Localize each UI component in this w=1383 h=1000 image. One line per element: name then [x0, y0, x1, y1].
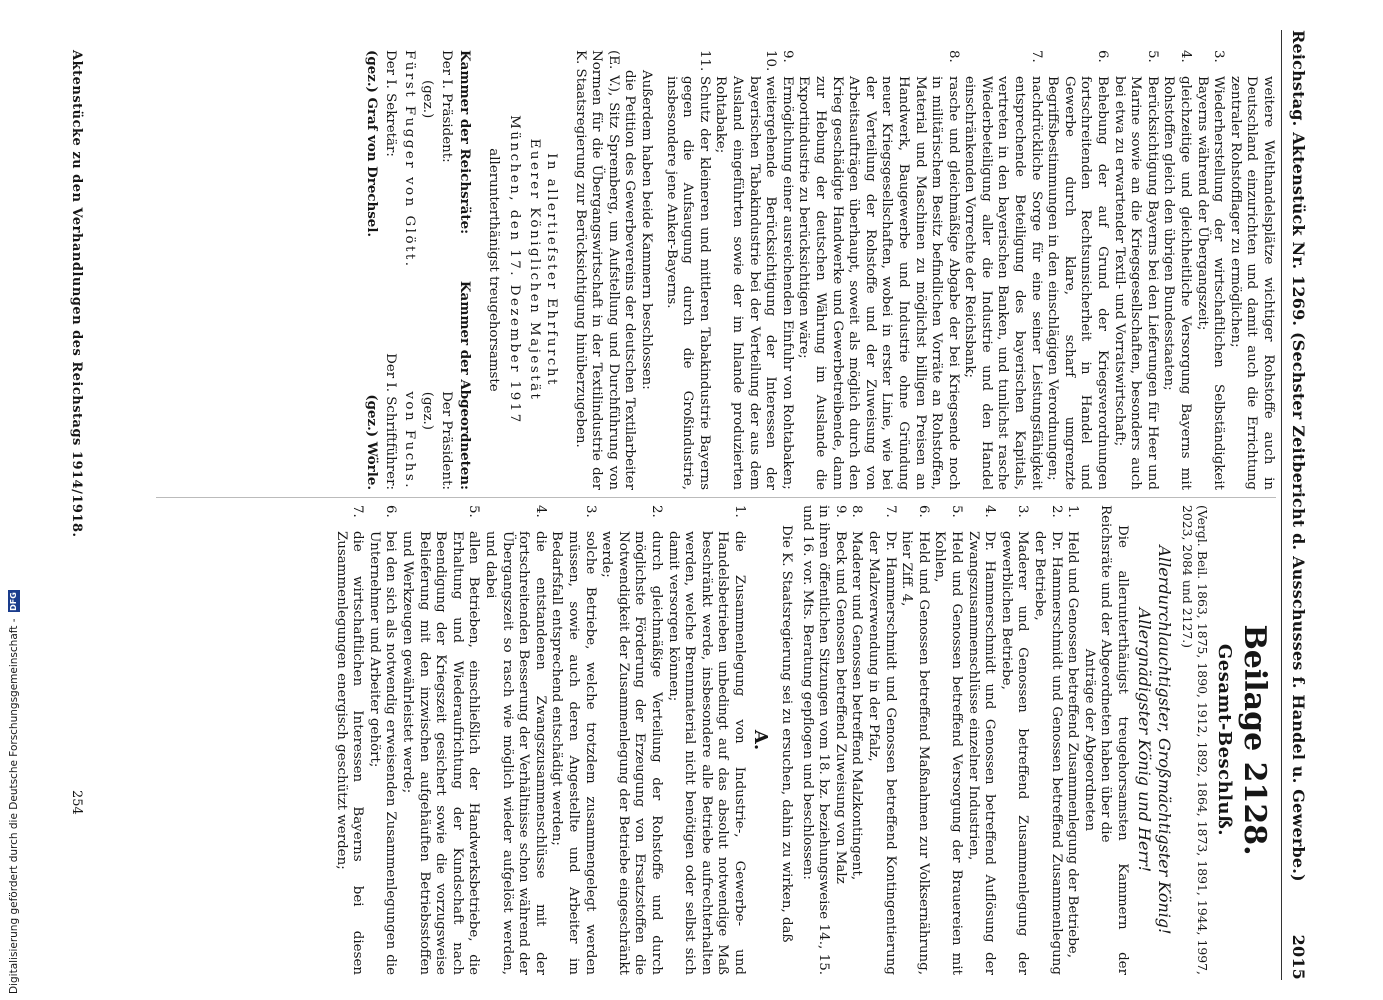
intro-paragraph: Die allerunterthänigst treugehorsamsten Kammern der Reichsräte und der Abgeordneten haben über die — [1098, 505, 1130, 975]
ersuchen-paragraph: Die K. Staatsregierung sei zu ersuchen, dahin zu wirken, daß — [779, 525, 795, 943]
beraten-paragraph: in ihren öffentlichen Sitzungen vom 18. bz. beziehungsweise 14., 15. und 16. vor. Mts. Beratung gepflogen und beschlossen: — [799, 505, 832, 975]
beilage-title: Beilage 2128. — [1237, 624, 1272, 856]
ausserdem-paragraph: Außerdem haben beide Kammern beschlossen: — [639, 70, 655, 390]
digitization-text: Digitalisierung gefördert durch die Deutsche Forschungsgemeinschaft - — [8, 618, 20, 994]
list-item: 10. weitergehende Berücksichtigung der Interessen der bayerischen Tabakindustrie bei der Verteilung der aus dem Ausland eingeführten sowie der im Inlande produzierten Rohtabake; — [713, 50, 779, 490]
signature-header — [456, 50, 473, 490]
column-separator — [156, 497, 1276, 498]
digitization-note — [6, 374, 22, 994]
right-column — [332, 505, 1276, 975]
list-item: 7. Dr. Hammerschmidt und Genossen betreffend Kontingentierung der Malzverwendung in der Pfalz, — [866, 505, 898, 975]
signature-row: (gez.) (gez.) — [420, 80, 436, 430]
section-a-heading: A. — [749, 729, 771, 751]
page-number: 254 — [69, 790, 84, 815]
list-item: 7. die wirtschaftlichen Interessen Bayerns bei diesen Zusammenlegungen energisch geschützt werden; — [333, 505, 366, 975]
list-item: 4. gleichzeitige und gleichheitliche Versorgung Bayerns mit Rohstoffen gleich den übrigen Bundesstaaten; — [1161, 50, 1194, 490]
document-page — [6, 0, 1316, 1000]
running-head-page: 2015 — [1289, 934, 1308, 980]
list-item: 5. Held und Genossen betreffend Versorgung der Brauereien mit Kohlen, — [932, 505, 965, 975]
continued-item-text: weitere Welthandelsplätze wichtiger Rohstoffe auch in Deutschland einzurichten und damit auch die Errichtung zentraler Rohstofflager zu ermöglichen; — [1227, 76, 1276, 490]
signature-row: Fürst Fugger von Glött. von Fuchs. — [401, 50, 417, 490]
running-head-title: Reichstag. Aktenstück Nr. 1269. (Sechster Zeitbericht d. Ausschusses f. Handel u. Gewerbe.) — [1289, 30, 1308, 882]
closing-date: München, den 17. Dezember 1917 — [506, 115, 522, 425]
list-item: 2. Dr. Hammerschmidt und Genossen betreffend Zusammenlegung der Betriebe, — [1032, 505, 1064, 975]
signature-row: (gez.) Graf von Drechsel. (gez.) Wörle. — [363, 50, 380, 490]
section-a-list — [332, 505, 747, 975]
antraege-list — [831, 505, 1080, 975]
antraege-line: Anträge der Abgeordneten — [1081, 648, 1097, 832]
list-item: 4. Dr. Hammerschmidt und Genossen betreffend Auflösung der Zwangszusammenschlüsse einzelner Industrien, — [965, 505, 998, 975]
signature-header-reichsraete: Kammer der Reichsräte: — [456, 50, 473, 235]
list-item: 8. rasche und gleichmäßige Abgabe der bei Kriegsende noch in militärischem Besitz befindlichen Vorräte an Rohstoffen, Material und Maschinen zu möglichst billigen Preisen an Handwerk, Baugewerbe und Industrie ohne Gründung neuer Kriegsgesellschaften, wobei in erster Linie, wie bei der Verteilung der Rohstoffe und der Zuweisung von Arbeitsaufträgen überhaupt, soweit als möglich durch den Krieg geschädigte Handwerke und Gewerbetreibende, dann zur Hebung der deutschen Währung im Auslande die Exportindustrie zu berücksichtigen wäre; — [796, 50, 961, 490]
list-item: 7. nachdrückliche Sorge für eine seiner Leistungsfähigkeit entsprechende Beteiligung des bayerischen Kapitals, vertreten in den bayerischen Banken, und tunlichst rasche Wiederbeteiligung aller die Industrie und den Handel einschränkenden Vorrechte der Reichsbank; — [962, 50, 1044, 490]
list-item: 9. Ermöglichung einer ausreichenden Einfuhr von Rohtabaken; — [779, 50, 795, 490]
list-item: 9. Beck und Genossen betreffend Zuweisung von Malz — [832, 505, 848, 884]
list-item: 3. solche Betriebe, welche trotzdem zusammengelegt werden müssen, sowie auch deren Angestellte und Arbeiter im Bedarfsfall entsprechend entschädigt werden; — [549, 505, 598, 975]
petition-paragraph: die Petition des Gewerbevereins der deutschen Textilarbeiter (E. V.), Sitz Spremberg, um Aufstellung und Durchführung von Normen für die Übergangswirtschaft in der Textilindustrie der K. Staatsregierung zur Berücksichtigung hinüberzugeben. — [572, 50, 638, 490]
closing-treugehorsamste: allerunterthänigst treugehorsamste — [486, 148, 502, 392]
list-item: 2. durch gleichmäßige Verteilung der Rohstoffe und durch möglichste Förderung der Erzeugung von Ersatzstoffen die Notwendigkeit der Zusammenlegung der Betriebe eingeschränkt werde; — [599, 505, 664, 975]
gesamtbeschluss-heading: Gesamt-Beschluß. — [1214, 643, 1235, 837]
signature-row: Der I. Sekretär: Der I. Schriftführer: — [383, 50, 399, 490]
signature-block — [363, 50, 454, 490]
left-column — [363, 50, 1276, 490]
list-item: 5. Berücksichtigung Bayerns bei den Lieferungen für Heer und Marine sowie an die Kriegsgesellschaften, besonders auch bei etwa zu erwartender Textil- und Vorratswirtschaft; — [1111, 50, 1160, 490]
closing-majestaet: Euerer Königlichen Majestät — [527, 138, 543, 402]
list-item: 1. Held und Genossen betreffend Zusammenlegung der Betriebe, — [1065, 505, 1081, 958]
list-item: 6. Held und Genossen betreffend Maßnahmen zur Volksernährung, hier Ziff. 4, — [899, 505, 931, 975]
header-rule — [1281, 30, 1282, 980]
list-item: 8. Maderer und Genossen betreffend Malzkontingent, — [849, 505, 865, 881]
salutation-herr: Allergnädigster König und Herr! — [1135, 607, 1154, 873]
page-footer: Aktenstücke zu den Verhandlungen des Reichstags 1914/1918. — [69, 50, 84, 538]
list-item: 6. bei den sich als notwendig erweisenden Zusammenlegungen die Unternehmer und Arbeiter gehört; — [366, 505, 399, 975]
list-item: 6. Behebung der auf Grund der Kriegsverordnungen fortschreitenden Rechtsunsicherheit in Handel und Gewerbe durch klare, scharf umgrenzte Begriffsbestimmungen in den einschlägigen Verordnungen; — [1045, 50, 1111, 490]
signature-header-abgeordnete: Kammer der Abgeordneten: — [456, 280, 473, 490]
dfg-logo: DFG — [9, 592, 18, 611]
list-item: 3. Wiederherstellung der wirtschaftlichen Selbständigkeit Bayerns während der Übergangszeit; — [1194, 50, 1227, 490]
salutation-koenig: Allerdurchlauchtigster, Großmächtigster König! — [1155, 545, 1174, 935]
closing-ehrfurcht: In allertiefster Ehrfurcht — [544, 153, 560, 387]
left-list — [662, 50, 1226, 490]
reference-note: (Vergl. Beil. 1863, 1875, 1890, 1912, 1892, 1864, 1873, 1891, 1944, 1997, 2023, 2084 und 2127.) — [1180, 505, 1210, 975]
list-item: 1. die Zusammenlegung von Industrie-, Gewerbe- und Handelsbetrieben unbedingt auf das absolut notwendige Maß beschränkt werde, insbesondere alle Betriebe aufrechterhalten werden, welche Brennmaterial nicht benötigen oder selbst sich damit versorgen können; — [665, 505, 747, 975]
list-item: 5. allen Betrieben, einschließlich der Handwerksbetriebe, die Erhaltung und Wiederaufrichtung der Kundschaft nach Beendigung der Kriegszeit gesichert sowie die vorzugsweise Belieferung mit den inzwischen aufgehäuften Betriebsstoffen und Werkzeugen gewährleistet werde; — [400, 505, 482, 975]
list-item: 3. Maderer und Genossen betreffend Zusammenlegung der gewerblichen Betriebe, — [998, 505, 1031, 975]
signature-row: Der I. Präsident: Der Präsident: — [439, 50, 455, 490]
list-item: 4. die entstandenen Zwangszusammenschlüsse mit der fortschreitenden Besserung der Verhältnisse schon während der Übergangszeit so rasch wie möglich wieder aufgelöst werden, und dabei — [483, 505, 548, 975]
list-item: 11. Schutz der kleineren und mittleren Tabakindustrie Bayerns gegen die Aufsaugung durch die Großindustrie, insbesondere jene Anker-Bayerns. — [663, 50, 712, 490]
